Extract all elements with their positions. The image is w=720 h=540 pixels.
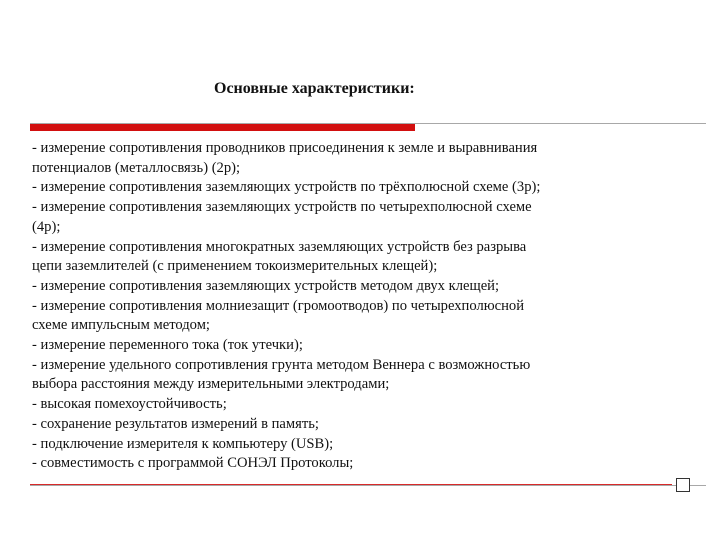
text-line: - высокая помехоустойчивость;	[32, 396, 227, 413]
text-line: схеме импульсным методом;	[32, 317, 210, 334]
text-line: - измерение сопротивления проводников присоединения к земле и выравнивания	[32, 140, 538, 156]
slide-title: Основные характеристики:	[214, 80, 415, 97]
text-line: - сохранение результатов измерений в память;	[32, 415, 319, 432]
text-line: - измерение переменного тока (ток утечки);	[32, 337, 303, 354]
text-line: (4р);	[32, 218, 61, 235]
text-line: - подключение измерителя к компьютеру (USB);	[32, 435, 334, 452]
text-line: - измерение сопротивления заземляющих устройств по трёхполюсной схеме (3р);	[32, 179, 541, 196]
top-divider-red-bar	[30, 124, 415, 131]
text-line: цепи заземлителей (с применением токоизмерительных клещей);	[32, 258, 438, 275]
text-line: - измерение сопротивления заземляющих устройств методом двух клещей;	[32, 277, 500, 294]
text-line: - измерение сопротивления заземляющих устройств по четырехполюсной схеме	[32, 199, 532, 216]
text-line: выбора расстояния между измерительными электродами;	[32, 376, 390, 393]
text-line: - измерение сопротивления многократных заземляющих устройств без разрыва	[32, 238, 527, 255]
text-line: - измерение сопротивления молниезащит (громоотводов) по четырехполюсной	[32, 297, 525, 314]
text-line: - измерение удельного сопротивления грунта методом Веннера с возможностью	[32, 356, 531, 373]
square-bullet-icon	[676, 478, 690, 492]
bottom-divider-gray	[30, 485, 706, 486]
bottom-divider-red	[30, 484, 672, 485]
text-line: потенциалов (металлосвязь) (2р);	[32, 159, 241, 176]
text-line: - совместимость с программой СОНЭЛ Протоколы;	[32, 455, 354, 472]
characteristics-list	[32, 139, 692, 474]
